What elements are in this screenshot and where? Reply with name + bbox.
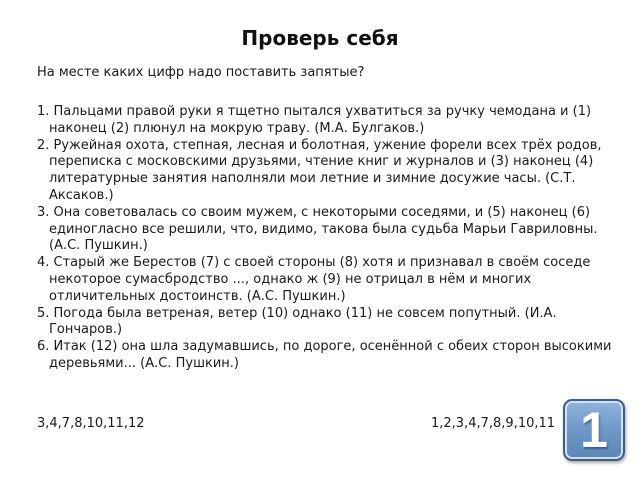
page-title: Проверь себя bbox=[241, 26, 399, 50]
number-badge[interactable]: 1 bbox=[563, 399, 625, 461]
sentence-item-6: 6. Итак (12) она шла задумавшись, по дороге, осенённой с обеих сторон высокими деревьями... (А.С. Пушкин.) bbox=[37, 339, 612, 371]
answer-option-right[interactable]: 1,2,3,4,7,8,9,10,11 bbox=[431, 416, 556, 431]
sentence-item-4: 4. Старый же Берестов (7) с своей стороны (8) хотя и признавал в своём соседе некоторое сумасбродство ..., однако ж (9) не отрицал в нём и многих отличительных достоинств. (А.С. Пушкин.) bbox=[37, 255, 591, 304]
question-text: На месте каких цифр надо поставить запятые? bbox=[37, 65, 365, 80]
sentence-list bbox=[37, 104, 617, 373]
sentence-item-3: 3. Она советовалась со своим мужем, с некоторыми соседями, и (5) наконец (6) единогласно все решили, что, видимо, такова была судьба Марьи Гавриловны. (А.С. Пушкин.) bbox=[37, 204, 598, 254]
sentence-item-2: 2. Ружейная охота, степная, лесная и болотная, ужение форели всех трёх родов, переписка с московскими друзьями, чтение книг и журналов и (3) наконец (4) литературные занятия наполняли мои летние и зимние досужие часы. (С.Т. Аксаков.) bbox=[37, 137, 602, 203]
sentence-item-5: 5. Погода была ветреная, ветер (10) однако (11) не совсем попутный. (И.А. Гончаров.) bbox=[37, 305, 557, 338]
answer-option-left[interactable]: 3,4,7,8,10,11,12 bbox=[37, 416, 145, 431]
sentence-item-1: 1. Пальцами правой руки я тщетно пытался ухватиться за ручку чемодана и (1) наконец (2) плюнул на мокрую траву. (М.А. Булгаков.) bbox=[37, 104, 592, 136]
